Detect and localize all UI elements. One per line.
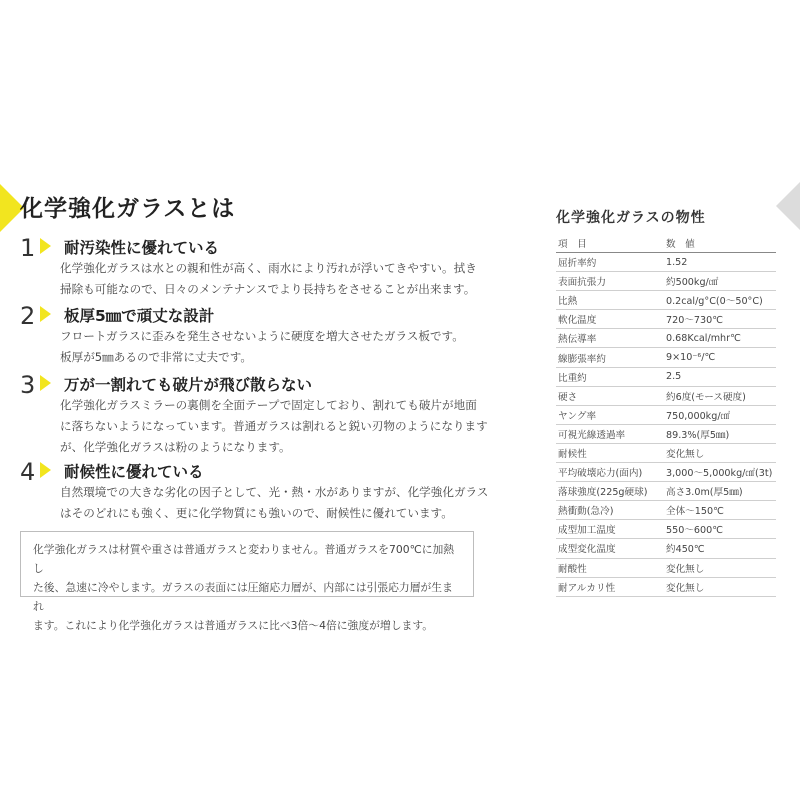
point-description: 自然環境での大きな劣化の因子として、光・熱・水がありますが、化学強化ガラス はそのどれにも強く、更に化学物質にも強いので、耐候性に優れています。 bbox=[60, 485, 489, 520]
property-value: 変化無し bbox=[664, 443, 776, 462]
column-header-value: 数 値 bbox=[664, 234, 776, 253]
property-value: 高さ3.0m(厚5㎜) bbox=[664, 482, 776, 501]
property-value: 3,000～5,000kg/㎠(3t) bbox=[664, 463, 776, 482]
property-value: 全体～150℃ bbox=[664, 501, 776, 520]
point-title: 板厚5㎜で頑丈な設計 bbox=[64, 307, 215, 325]
table-row bbox=[556, 539, 776, 558]
property-value: 変化無し bbox=[664, 558, 776, 577]
triangle-arrow-icon bbox=[40, 375, 51, 391]
table-row bbox=[556, 501, 776, 520]
property-value: 0.2cal/g°C(0～50°C) bbox=[664, 291, 776, 310]
property-name: 平均破壊応力(面内) bbox=[556, 463, 664, 482]
property-name: ヤング率 bbox=[556, 405, 664, 424]
property-name: 成型変化温度 bbox=[556, 539, 664, 558]
property-value: 2.5 bbox=[664, 367, 776, 386]
point-title: 万が一割れても破片が飛び散らない bbox=[64, 376, 313, 394]
info-box: 化学強化ガラスは材質や重さは普通ガラスと変わりません。普通ガラスを700℃に加熱し た後、急速に冷やします。ガラスの表面には圧縮応力層が、内部には引張応力層が生まれ ます。これにより化学強化ガラスは普通ガラスに比べ3倍～4倍に強度が増します。 bbox=[20, 531, 474, 597]
point-title: 耐候性に優れている bbox=[64, 463, 204, 481]
point-description: 化学強化ガラスミラーの裏側を全面テープで固定しており、割れても破片が地面 に落ちないようになっています。普通ガラスは割れると鋭い刃物のようになります が、化学強化ガラスは粉のようになります。 bbox=[60, 398, 488, 454]
property-value: 750,000kg/㎠ bbox=[664, 405, 776, 424]
table-header-row bbox=[556, 234, 776, 253]
triangle-arrow-icon bbox=[40, 462, 51, 478]
property-value: 550～600℃ bbox=[664, 520, 776, 539]
table-row bbox=[556, 310, 776, 329]
properties-title: 化学強化ガラスの物性 bbox=[556, 210, 706, 226]
property-value: 720～730℃ bbox=[664, 310, 776, 329]
table-row bbox=[556, 348, 776, 367]
table-row bbox=[556, 405, 776, 424]
property-value: 0.68Kcal/mhr℃ bbox=[664, 329, 776, 348]
table-row bbox=[556, 443, 776, 462]
table-row bbox=[556, 272, 776, 291]
property-name: 成型加工温度 bbox=[556, 520, 664, 539]
property-name: 可視光線透過率 bbox=[556, 424, 664, 443]
table-row bbox=[556, 577, 776, 596]
page-title: 化学強化ガラスとは bbox=[20, 196, 236, 222]
property-name: 硬さ bbox=[556, 386, 664, 405]
point-title: 耐汚染性に優れている bbox=[64, 239, 220, 257]
property-name: 表面抗張力 bbox=[556, 272, 664, 291]
triangle-arrow-icon bbox=[40, 306, 51, 322]
property-name: 落球強度(225g硬球) bbox=[556, 482, 664, 501]
properties-table bbox=[556, 234, 776, 597]
property-name: 耐アルカリ性 bbox=[556, 577, 664, 596]
table-row bbox=[556, 424, 776, 443]
point-number: 4 bbox=[20, 458, 36, 486]
point-number: 3 bbox=[20, 371, 36, 399]
point-description: 化学強化ガラスは水との親和性が高く、雨水により汚れが浮いてきやすい。拭き 掃除も可能なので、日々のメンテナンスでより長持ちをさせることが出来ます。 bbox=[60, 261, 477, 296]
property-name: 熱伝導率 bbox=[556, 329, 664, 348]
property-name: 耐酸性 bbox=[556, 558, 664, 577]
property-name: 比重約 bbox=[556, 367, 664, 386]
table-row bbox=[556, 520, 776, 539]
table-row bbox=[556, 291, 776, 310]
table-row bbox=[556, 558, 776, 577]
property-name: 耐候性 bbox=[556, 443, 664, 462]
property-name: 屈折率約 bbox=[556, 253, 664, 272]
property-name: 軟化温度 bbox=[556, 310, 664, 329]
point-number: 2 bbox=[20, 302, 36, 330]
property-value: 約450℃ bbox=[664, 539, 776, 558]
table-row bbox=[556, 463, 776, 482]
property-value: 1.52 bbox=[664, 253, 776, 272]
property-name: 比熱 bbox=[556, 291, 664, 310]
property-value: 89.3%(厚5㎜) bbox=[664, 424, 776, 443]
property-value: 変化無し bbox=[664, 577, 776, 596]
table-row bbox=[556, 329, 776, 348]
point-number: 1 bbox=[20, 234, 36, 262]
gray-corner-triangle bbox=[776, 182, 800, 230]
property-value: 約500kg/㎠ bbox=[664, 272, 776, 291]
property-name: 熱衝動(急冷) bbox=[556, 501, 664, 520]
point-description: フロートガラスに歪みを発生させないように硬度を増大させたガラス板です。 板厚が5㎜あるので非常に丈夫です。 bbox=[60, 329, 464, 364]
property-value: 約6度(モース硬度) bbox=[664, 386, 776, 405]
triangle-arrow-icon bbox=[40, 238, 51, 254]
table-row bbox=[556, 482, 776, 501]
table-row bbox=[556, 367, 776, 386]
table-row bbox=[556, 386, 776, 405]
property-value: 9×10⁻⁶/℃ bbox=[664, 348, 776, 367]
table-row bbox=[556, 253, 776, 272]
property-name: 線膨張率約 bbox=[556, 348, 664, 367]
column-header-item: 項 目 bbox=[556, 234, 664, 253]
